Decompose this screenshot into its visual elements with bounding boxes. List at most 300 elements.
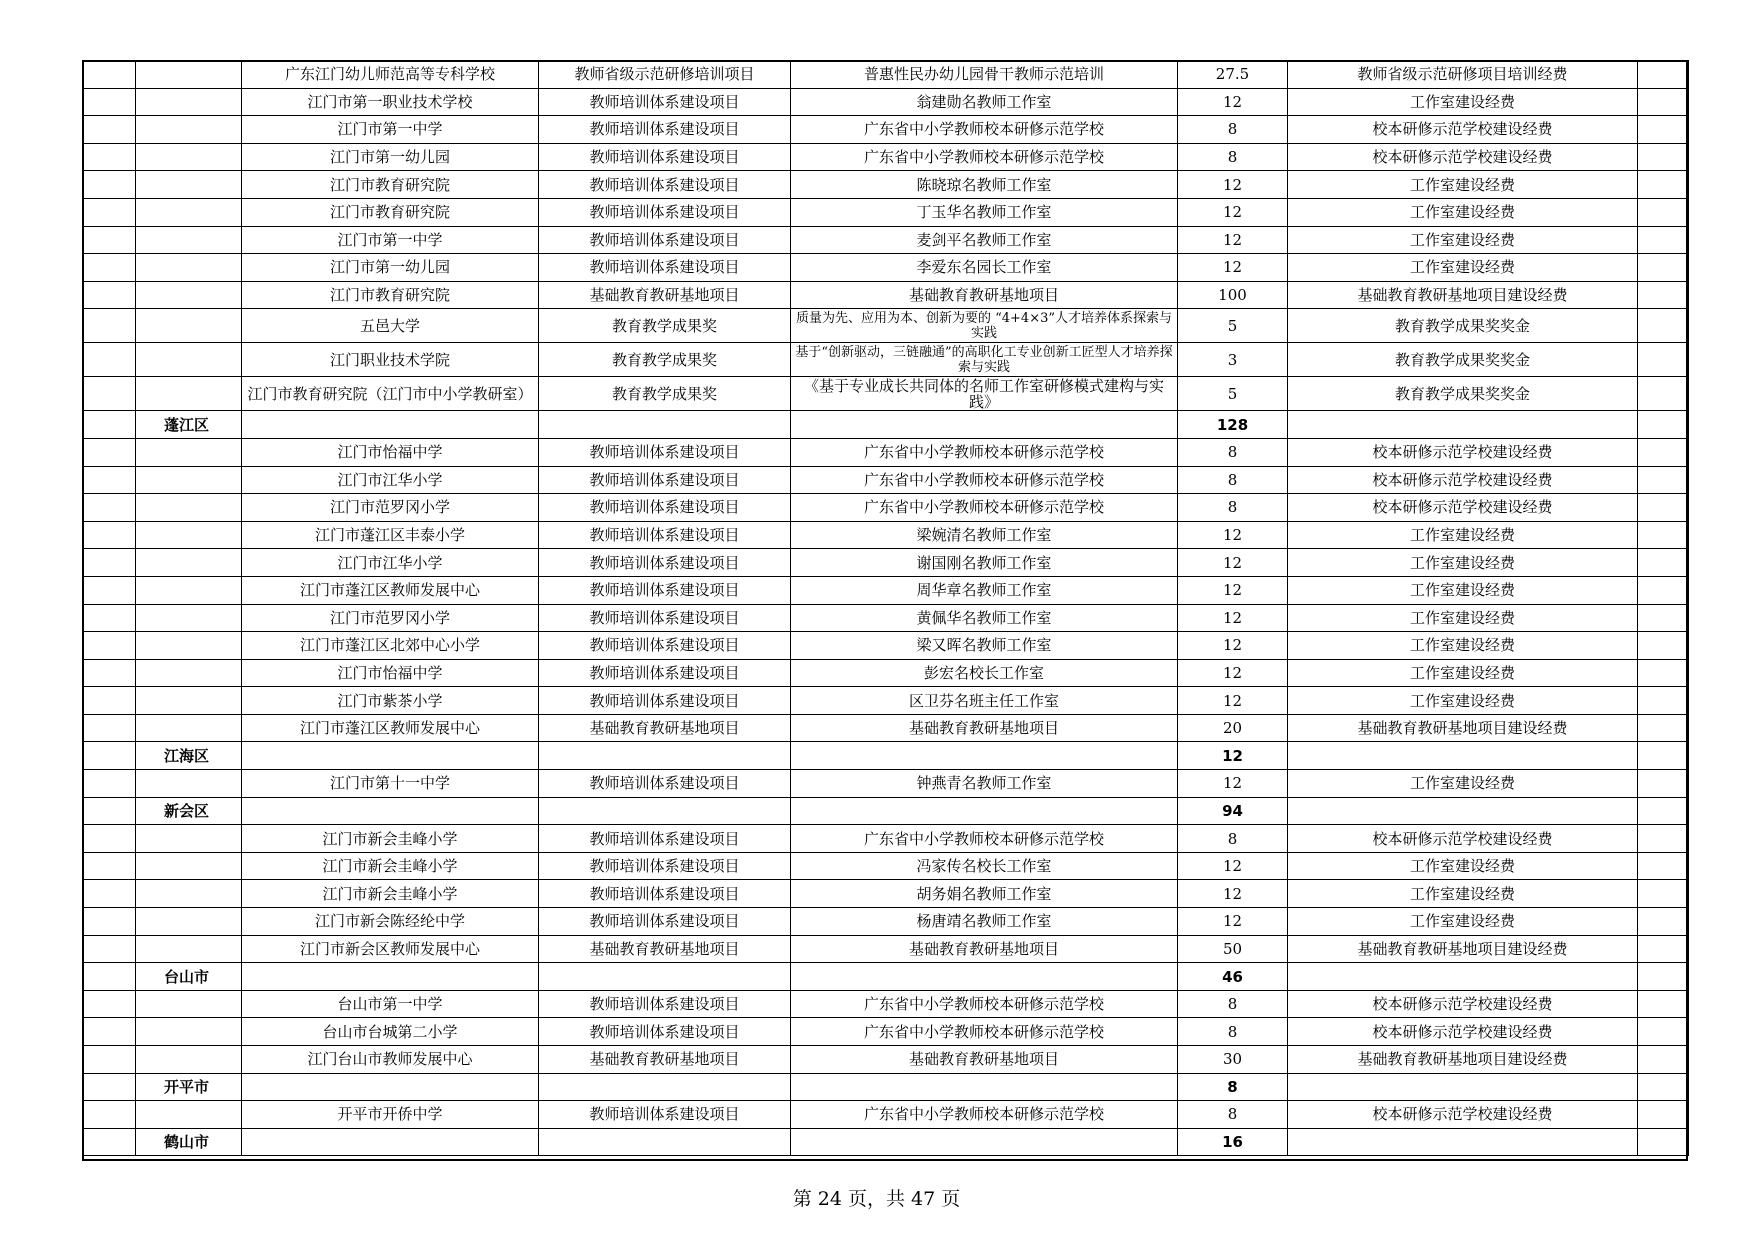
table-row [83,88,1689,116]
blank-cell [83,1046,136,1074]
project-category: 教师培训体系建设项目 [539,88,791,116]
project-category: 教师培训体系建设项目 [539,659,791,687]
blank-cell [1638,963,1689,991]
project-name: 质量为先、应用为本、创新为要的 “4+4×3”人才培养体系探索与实践 [791,309,1178,343]
amount: 12 [1178,604,1288,632]
blank-cell [136,604,242,632]
blank-cell [136,908,242,936]
region-subtotal-row [83,1073,1689,1101]
blank-cell [791,411,1178,439]
table-row [83,171,1689,199]
fund-usage: 校本研修示范学校建设经费 [1288,825,1638,853]
region-subtotal-row [83,963,1689,991]
school-name: 江门市教育研究院 [242,171,539,199]
school-name: 五邑大学 [242,309,539,343]
project-name: 胡务娟名教师工作室 [791,880,1178,908]
blank-cell [791,1128,1178,1156]
school-name: 江门市新会圭峰小学 [242,825,539,853]
blank-cell [1638,880,1689,908]
school-name: 江门市第一职业技术学校 [242,88,539,116]
fund-usage: 工作室建设经费 [1288,254,1638,282]
blank-cell [1638,1046,1689,1074]
fund-usage: 工作室建设经费 [1288,521,1638,549]
project-name: 钟燕青名教师工作室 [791,770,1178,798]
amount: 27.5 [1178,61,1288,89]
blank-cell [1638,797,1689,825]
project-name: 广东省中小学教师校本研修示范学校 [791,438,1178,466]
project-name: 基础教育教研基地项目 [791,281,1178,309]
fund-usage: 校本研修示范学校建设经费 [1288,466,1638,494]
blank-cell [1638,935,1689,963]
project-name: 《基于专业成长共同体的名师工作室研修模式建构与实践》 [791,377,1178,411]
project-category: 教师培训体系建设项目 [539,438,791,466]
table-row [83,116,1689,144]
blank-cell [1638,825,1689,853]
school-name: 江门市第一中学 [242,226,539,254]
blank-cell [1638,521,1689,549]
project-name: 陈晓琼名教师工作室 [791,171,1178,199]
fund-usage: 基础教育教研基地项目建设经费 [1288,935,1638,963]
blank-cell [83,88,136,116]
amount: 12 [1178,770,1288,798]
blank-cell [1638,377,1689,411]
school-name: 江门职业技术学院 [242,343,539,377]
table-row [83,1018,1689,1046]
blank-cell [83,521,136,549]
school-name: 江门市江华小学 [242,466,539,494]
amount: 8 [1178,825,1288,853]
project-category: 教师培训体系建设项目 [539,116,791,144]
blank-cell [83,742,136,770]
region-name: 开平市 [136,1073,242,1101]
project-name: 谢国刚名教师工作室 [791,549,1178,577]
project-name: 广东省中小学教师校本研修示范学校 [791,990,1178,1018]
project-category: 教师培训体系建设项目 [539,990,791,1018]
amount: 8 [1178,438,1288,466]
blank-cell [242,1073,539,1101]
fund-usage: 基础教育教研基地项目建设经费 [1288,1046,1638,1074]
project-category: 教师培训体系建设项目 [539,521,791,549]
blank-cell [136,576,242,604]
school-name: 江门市第一幼儿园 [242,143,539,171]
project-name: 杨唐靖名教师工作室 [791,908,1178,936]
blank-cell [83,1101,136,1129]
project-name: 梁又晖名教师工作室 [791,632,1178,660]
project-category: 教师培训体系建设项目 [539,880,791,908]
school-name: 江门市新会区教师发展中心 [242,935,539,963]
blank-cell [136,521,242,549]
project-name: 广东省中小学教师校本研修示范学校 [791,1101,1178,1129]
school-name: 江门市怡福中学 [242,438,539,466]
blank-cell [83,963,136,991]
project-category: 教师培训体系建设项目 [539,198,791,226]
fund-usage: 工作室建设经费 [1288,549,1638,577]
table-row [83,687,1689,715]
table-row [83,343,1689,377]
blank-cell [136,1018,242,1046]
blank-cell [136,343,242,377]
fund-usage: 校本研修示范学校建设经费 [1288,438,1638,466]
region-subtotal-row [83,742,1689,770]
blank-cell [1638,281,1689,309]
school-name: 江门市蓬江区北郊中心小学 [242,632,539,660]
blank-cell [83,549,136,577]
region-total-amount: 16 [1178,1128,1288,1156]
blank-cell [539,963,791,991]
table-row [83,659,1689,687]
blank-cell [1638,466,1689,494]
blank-cell [1638,742,1689,770]
blank-cell [242,411,539,439]
funding-table [82,60,1689,1156]
blank-cell [83,770,136,798]
blank-cell [1638,632,1689,660]
project-category: 教师省级示范研修培训项目 [539,61,791,89]
blank-cell [1288,1128,1638,1156]
blank-cell [136,1101,242,1129]
project-category: 教育教学成果奖 [539,343,791,377]
amount: 12 [1178,254,1288,282]
blank-cell [1638,576,1689,604]
region-total-amount: 12 [1178,742,1288,770]
blank-cell [242,963,539,991]
table-row [83,576,1689,604]
region-total-amount: 8 [1178,1073,1288,1101]
table-row [83,852,1689,880]
amount: 12 [1178,908,1288,936]
blank-cell [83,880,136,908]
table-row [83,377,1689,411]
project-name: 普惠性民办幼儿园骨干教师示范培训 [791,61,1178,89]
blank-cell [1638,549,1689,577]
fund-usage: 校本研修示范学校建设经费 [1288,1018,1638,1046]
fund-usage: 工作室建设经费 [1288,632,1638,660]
school-name: 广东江门幼儿师范高等专科学校 [242,61,539,89]
blank-cell [1638,171,1689,199]
fund-usage: 工作室建设经费 [1288,604,1638,632]
amount: 20 [1178,714,1288,742]
region-subtotal-row [83,1128,1689,1156]
amount: 8 [1178,990,1288,1018]
project-category: 教师培训体系建设项目 [539,549,791,577]
blank-cell [539,742,791,770]
blank-cell [1638,438,1689,466]
amount: 8 [1178,1018,1288,1046]
amount: 12 [1178,171,1288,199]
project-category: 教师培训体系建设项目 [539,576,791,604]
fund-usage: 基础教育教研基地项目建设经费 [1288,714,1638,742]
blank-cell [791,1073,1178,1101]
amount: 12 [1178,632,1288,660]
school-name: 江门市蓬江区教师发展中心 [242,576,539,604]
blank-cell [539,411,791,439]
project-category: 教师培训体系建设项目 [539,770,791,798]
blank-cell [83,714,136,742]
amount: 8 [1178,116,1288,144]
blank-cell [136,825,242,853]
table-row [83,309,1689,343]
table-row [83,770,1689,798]
blank-cell [1638,494,1689,522]
region-total-amount: 46 [1178,963,1288,991]
fund-usage: 基础教育教研基地项目建设经费 [1288,281,1638,309]
school-name: 江门市第十一中学 [242,770,539,798]
school-name: 江门市江华小学 [242,549,539,577]
table-row [83,604,1689,632]
blank-cell [83,171,136,199]
blank-cell [83,143,136,171]
table-row [83,549,1689,577]
blank-cell [1638,116,1689,144]
table-row [83,143,1689,171]
school-name: 江门市第一幼儿园 [242,254,539,282]
table-row [83,281,1689,309]
project-category: 教师培训体系建设项目 [539,254,791,282]
blank-cell [539,797,791,825]
fund-usage: 教师省级示范研修项目培训经费 [1288,61,1638,89]
project-name: 周华章名教师工作室 [791,576,1178,604]
amount: 5 [1178,309,1288,343]
project-category: 教师培训体系建设项目 [539,852,791,880]
table-row [83,521,1689,549]
amount: 8 [1178,494,1288,522]
blank-cell [1288,742,1638,770]
fund-usage: 工作室建设经费 [1288,198,1638,226]
project-name: 李爱东名园长工作室 [791,254,1178,282]
fund-usage: 工作室建设经费 [1288,576,1638,604]
project-category: 教师培训体系建设项目 [539,604,791,632]
project-category: 教师培训体系建设项目 [539,171,791,199]
blank-cell [1638,852,1689,880]
blank-cell [1638,343,1689,377]
blank-cell [1638,411,1689,439]
region-name: 蓬江区 [136,411,242,439]
project-name: 丁玉华名教师工作室 [791,198,1178,226]
project-name: 基础教育教研基地项目 [791,1046,1178,1074]
fund-usage: 工作室建设经费 [1288,226,1638,254]
school-name: 江门市蓬江区教师发展中心 [242,714,539,742]
blank-cell [83,576,136,604]
blank-cell [136,659,242,687]
blank-cell [83,797,136,825]
amount: 12 [1178,226,1288,254]
region-subtotal-row [83,797,1689,825]
blank-cell [1638,1128,1689,1156]
blank-cell [136,935,242,963]
amount: 12 [1178,198,1288,226]
blank-cell [1638,990,1689,1018]
blank-cell [242,797,539,825]
table-row [83,908,1689,936]
blank-cell [136,1046,242,1074]
project-name: 区卫芬名班主任工作室 [791,687,1178,715]
blank-cell [136,198,242,226]
blank-cell [136,377,242,411]
project-category: 教师培训体系建设项目 [539,687,791,715]
amount: 8 [1178,1101,1288,1129]
project-category: 基础教育教研基地项目 [539,935,791,963]
blank-cell [83,825,136,853]
blank-cell [136,714,242,742]
project-name: 黄佩华名教师工作室 [791,604,1178,632]
fund-usage: 工作室建设经费 [1288,908,1638,936]
blank-cell [136,632,242,660]
blank-cell [136,254,242,282]
project-name: 广东省中小学教师校本研修示范学校 [791,494,1178,522]
amount: 3 [1178,343,1288,377]
project-name: 广东省中小学教师校本研修示范学校 [791,143,1178,171]
school-name: 开平市开侨中学 [242,1101,539,1129]
blank-cell [242,1128,539,1156]
table-row [83,494,1689,522]
blank-cell [83,990,136,1018]
blank-cell [136,61,242,89]
school-name: 江门台山市教师发展中心 [242,1046,539,1074]
amount: 100 [1178,281,1288,309]
blank-cell [136,171,242,199]
amount: 8 [1178,466,1288,494]
amount: 12 [1178,549,1288,577]
amount: 12 [1178,880,1288,908]
amount: 12 [1178,576,1288,604]
blank-cell [83,411,136,439]
blank-cell [136,770,242,798]
blank-cell [136,88,242,116]
blank-cell [1638,659,1689,687]
amount: 12 [1178,659,1288,687]
region-subtotal-row [83,411,1689,439]
school-name: 江门市教育研究院 [242,281,539,309]
blank-cell [136,226,242,254]
blank-cell [1288,1073,1638,1101]
project-category: 教师培训体系建设项目 [539,494,791,522]
fund-usage: 校本研修示范学校建设经费 [1288,116,1638,144]
table-body [83,61,1689,1156]
fund-usage: 校本研修示范学校建设经费 [1288,494,1638,522]
table-row [83,438,1689,466]
blank-cell [83,61,136,89]
school-name: 江门市教育研究院（江门市中小学教研室） [242,377,539,411]
region-name: 鹤山市 [136,1128,242,1156]
project-category: 教师培训体系建设项目 [539,632,791,660]
blank-cell [83,1128,136,1156]
amount: 12 [1178,687,1288,715]
blank-cell [1638,226,1689,254]
blank-cell [83,116,136,144]
blank-cell [136,549,242,577]
school-name: 江门市蓬江区丰泰小学 [242,521,539,549]
page-footer: 第 24 页，共 47 页 [792,1188,961,1210]
project-category: 教育教学成果奖 [539,309,791,343]
project-name: 梁婉清名教师工作室 [791,521,1178,549]
project-name: 广东省中小学教师校本研修示范学校 [791,825,1178,853]
project-category: 教师培训体系建设项目 [539,226,791,254]
blank-cell [83,254,136,282]
fund-usage: 校本研修示范学校建设经费 [1288,143,1638,171]
project-name: 麦剑平名教师工作室 [791,226,1178,254]
school-name: 江门市新会圭峰小学 [242,852,539,880]
project-name: 基础教育教研基地项目 [791,714,1178,742]
project-name: 彭宏名校长工作室 [791,659,1178,687]
blank-cell [1638,1101,1689,1129]
blank-cell [136,687,242,715]
blank-cell [136,143,242,171]
blank-cell [83,1018,136,1046]
project-category: 教师培训体系建设项目 [539,143,791,171]
project-category: 教师培训体系建设项目 [539,825,791,853]
project-category: 教师培训体系建设项目 [539,466,791,494]
table-row [83,1101,1689,1129]
school-name: 江门市教育研究院 [242,198,539,226]
blank-cell [83,659,136,687]
fund-usage: 工作室建设经费 [1288,171,1638,199]
table-row [83,198,1689,226]
blank-cell [1288,797,1638,825]
blank-cell [1638,61,1689,89]
blank-cell [83,343,136,377]
table-row [83,466,1689,494]
blank-cell [83,935,136,963]
table-row [83,632,1689,660]
blank-cell [1638,687,1689,715]
blank-cell [136,281,242,309]
school-name: 江门市第一中学 [242,116,539,144]
blank-cell [539,1128,791,1156]
amount: 12 [1178,521,1288,549]
fund-usage: 工作室建设经费 [1288,687,1638,715]
school-name: 江门市怡福中学 [242,659,539,687]
blank-cell [136,438,242,466]
blank-cell [242,742,539,770]
fund-usage: 工作室建设经费 [1288,88,1638,116]
project-category: 基础教育教研基地项目 [539,1046,791,1074]
blank-cell [1638,770,1689,798]
project-category: 教师培训体系建设项目 [539,1018,791,1046]
blank-cell [1288,411,1638,439]
project-name: 冯家传名校长工作室 [791,852,1178,880]
school-name: 台山市台城第二小学 [242,1018,539,1046]
school-name: 台山市第一中学 [242,990,539,1018]
blank-cell [1288,963,1638,991]
table-row [83,1046,1689,1074]
table-row [83,714,1689,742]
blank-cell [83,632,136,660]
blank-cell [1638,254,1689,282]
project-name: 广东省中小学教师校本研修示范学校 [791,466,1178,494]
project-category: 教育教学成果奖 [539,377,791,411]
blank-cell [1638,1018,1689,1046]
region-name: 江海区 [136,742,242,770]
blank-cell [1638,198,1689,226]
blank-cell [83,438,136,466]
school-name: 江门市新会陈经纶中学 [242,908,539,936]
blank-cell [83,198,136,226]
region-name: 新会区 [136,797,242,825]
region-total-amount: 128 [1178,411,1288,439]
fund-usage: 教育教学成果奖奖金 [1288,309,1638,343]
blank-cell [791,797,1178,825]
blank-cell [136,466,242,494]
blank-cell [136,494,242,522]
blank-cell [83,852,136,880]
blank-cell [83,466,136,494]
table-row [83,825,1689,853]
project-category: 教师培训体系建设项目 [539,1101,791,1129]
fund-usage: 教育教学成果奖奖金 [1288,377,1638,411]
blank-cell [83,687,136,715]
table-row [83,990,1689,1018]
table-row [83,880,1689,908]
